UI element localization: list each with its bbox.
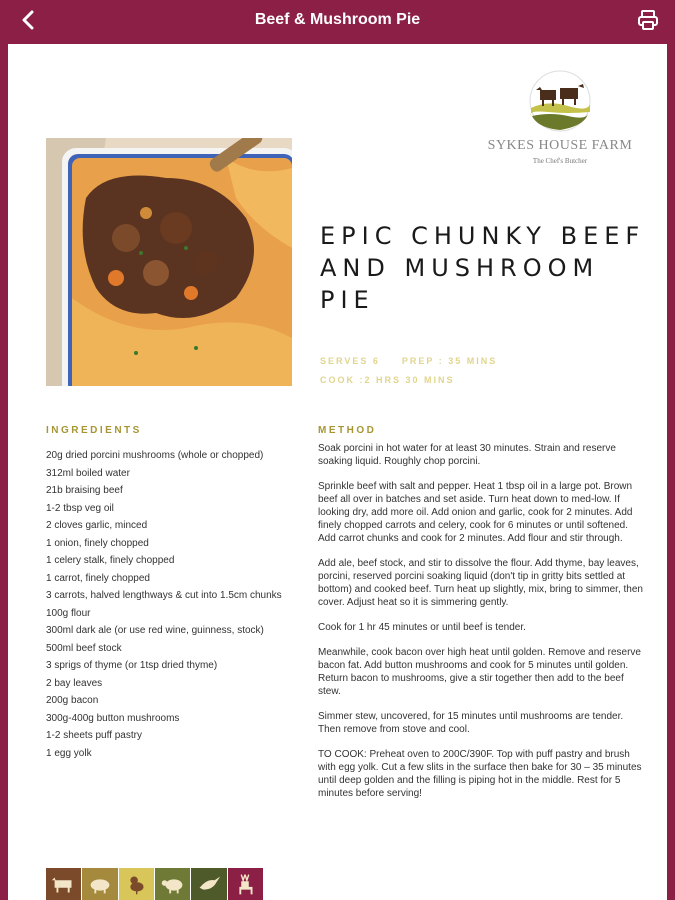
method-step: Cook for 1 hr 45 minutes or until beef is tender. — [318, 622, 526, 633]
ingredient-item: 300g-400g button mushrooms — [46, 712, 180, 724]
ingredient-item: 20g dried porcini mushrooms (whole or chopped) — [46, 450, 264, 461]
method-step: Soak porcini in hot water for at least 30 minutes. Strain and reserve soaking liquid. Roughly chop porcini. — [318, 443, 616, 467]
app-header — [0, 0, 675, 40]
cook-text: COOK :2 HRS 30 MINS — [320, 375, 455, 385]
farm-emblem-icon — [528, 70, 592, 132]
ingredient-item: 100g flour — [46, 607, 91, 619]
ingredient-item: 200g bacon — [46, 695, 99, 706]
pig-category-tile[interactable] — [82, 868, 117, 900]
prep-text: PREP : 35 MINS — [401, 356, 498, 366]
pie-photo — [46, 138, 292, 386]
cow-category-tile[interactable] — [46, 868, 81, 900]
pheasant-icon — [194, 869, 224, 899]
ingredient-item: 1 egg yolk — [46, 747, 92, 759]
ingredient-item: 1-2 sheets puff pastry — [46, 730, 142, 741]
pig-icon — [85, 869, 115, 899]
recipe-title: EPIC CHUNKY BEEF AND MUSHROOM PIE — [320, 222, 646, 314]
ingredient-item: 1 celery stalk, finely chopped — [46, 555, 175, 566]
method-step: Meanwhile, cook bacon over high heat until golden. Remove and reserve bacon fat. Add button mushrooms and cook for 5 minutes until golden. Return bacon to mushrooms, give a stir together then add to the beef stew. — [318, 647, 641, 697]
ingredient-item: 21b braising beef — [46, 485, 123, 496]
method-step: TO COOK: Preheat oven to 200C/390F. Top with puff pastry and brush with egg yolk. Cut a few slits in the surface then bake for 30 – 35 minutes until deep golden and the filling is piping hot in the middle. Rest for 5 minutes before serving! — [318, 749, 642, 799]
chicken-icon — [121, 869, 151, 899]
ingredient-item: 500ml beef stock — [46, 642, 122, 654]
method-step: Add ale, beef stock, and stir to dissolve the flour. Add thyme, bay leaves, porcini, reserved porcini soaking liquid (don't tip in gritty bits settled at bottom) and cooked beef. Turn heat up slightly, mix, bring to simmer, then cover. Adjust heat so it is simmering gently. — [318, 558, 643, 608]
ingredient-item: 312ml boiled water — [46, 467, 130, 479]
printer-icon — [637, 9, 659, 31]
ingredient-item: 1-2 tbsp veg oil — [46, 502, 114, 514]
ingredient-item: 300ml dark ale (or use red wine, guinness, stock) — [46, 625, 264, 636]
farm-name: SYKES HOUSE FARM — [487, 138, 633, 153]
sheep-icon — [158, 869, 188, 899]
method-heading: METHOD — [318, 425, 377, 436]
farm-tagline: The Chef's Butcher — [532, 157, 588, 165]
ingredient-item: 3 carrots, halved lengthways & cut into 1.5cm chunks — [46, 590, 282, 601]
recipe-card — [8, 44, 667, 900]
recipe-meta-cook — [320, 375, 455, 385]
chicken-category-tile[interactable] — [119, 868, 154, 900]
ingredients-list — [46, 450, 296, 765]
sheep-category-tile[interactable] — [155, 868, 190, 900]
farm-logo — [470, 70, 650, 180]
category-tiles — [46, 868, 264, 900]
method-step: Sprinkle beef with salt and pepper. Heat 1 tbsp oil in a large pot. Brown beef all over in batches and set aside. Turn heat down to med-low. If looking dry, add more oil. Add onion and garlic, cook for 2 minutes. Add finely chopped carrots and celery, cook for 6 minutes or until softened. Add carrot chunks and cook for 2 minutes. Add flour and stir through. — [318, 481, 633, 544]
ingredients-heading: INGREDIENTS — [46, 425, 142, 436]
ingredient-item: 3 sprigs of thyme (or 1tsp dried thyme) — [46, 660, 218, 671]
serves-text: SERVES 6 — [320, 356, 380, 366]
ingredient-item: 1 onion, finely chopped — [46, 537, 149, 549]
deer-icon — [230, 869, 260, 899]
deer-category-tile[interactable] — [228, 868, 263, 900]
ingredient-item: 2 cloves garlic, minced — [46, 520, 148, 531]
ingredient-item: 2 bay leaves — [46, 677, 103, 689]
page-title: Beef & Mushroom Pie — [254, 11, 421, 28]
cow-icon — [49, 869, 79, 899]
ingredient-item: 1 carrot, finely chopped — [46, 572, 150, 584]
print-button[interactable] — [635, 7, 661, 33]
method-steps — [318, 442, 643, 812]
recipe-meta-serves-prep — [320, 356, 497, 366]
method-step: Simmer stew, uncovered, for 15 minutes until mushrooms are tender. Then remove from stove and cool. — [318, 711, 624, 735]
pheasant-category-tile[interactable] — [191, 868, 226, 900]
